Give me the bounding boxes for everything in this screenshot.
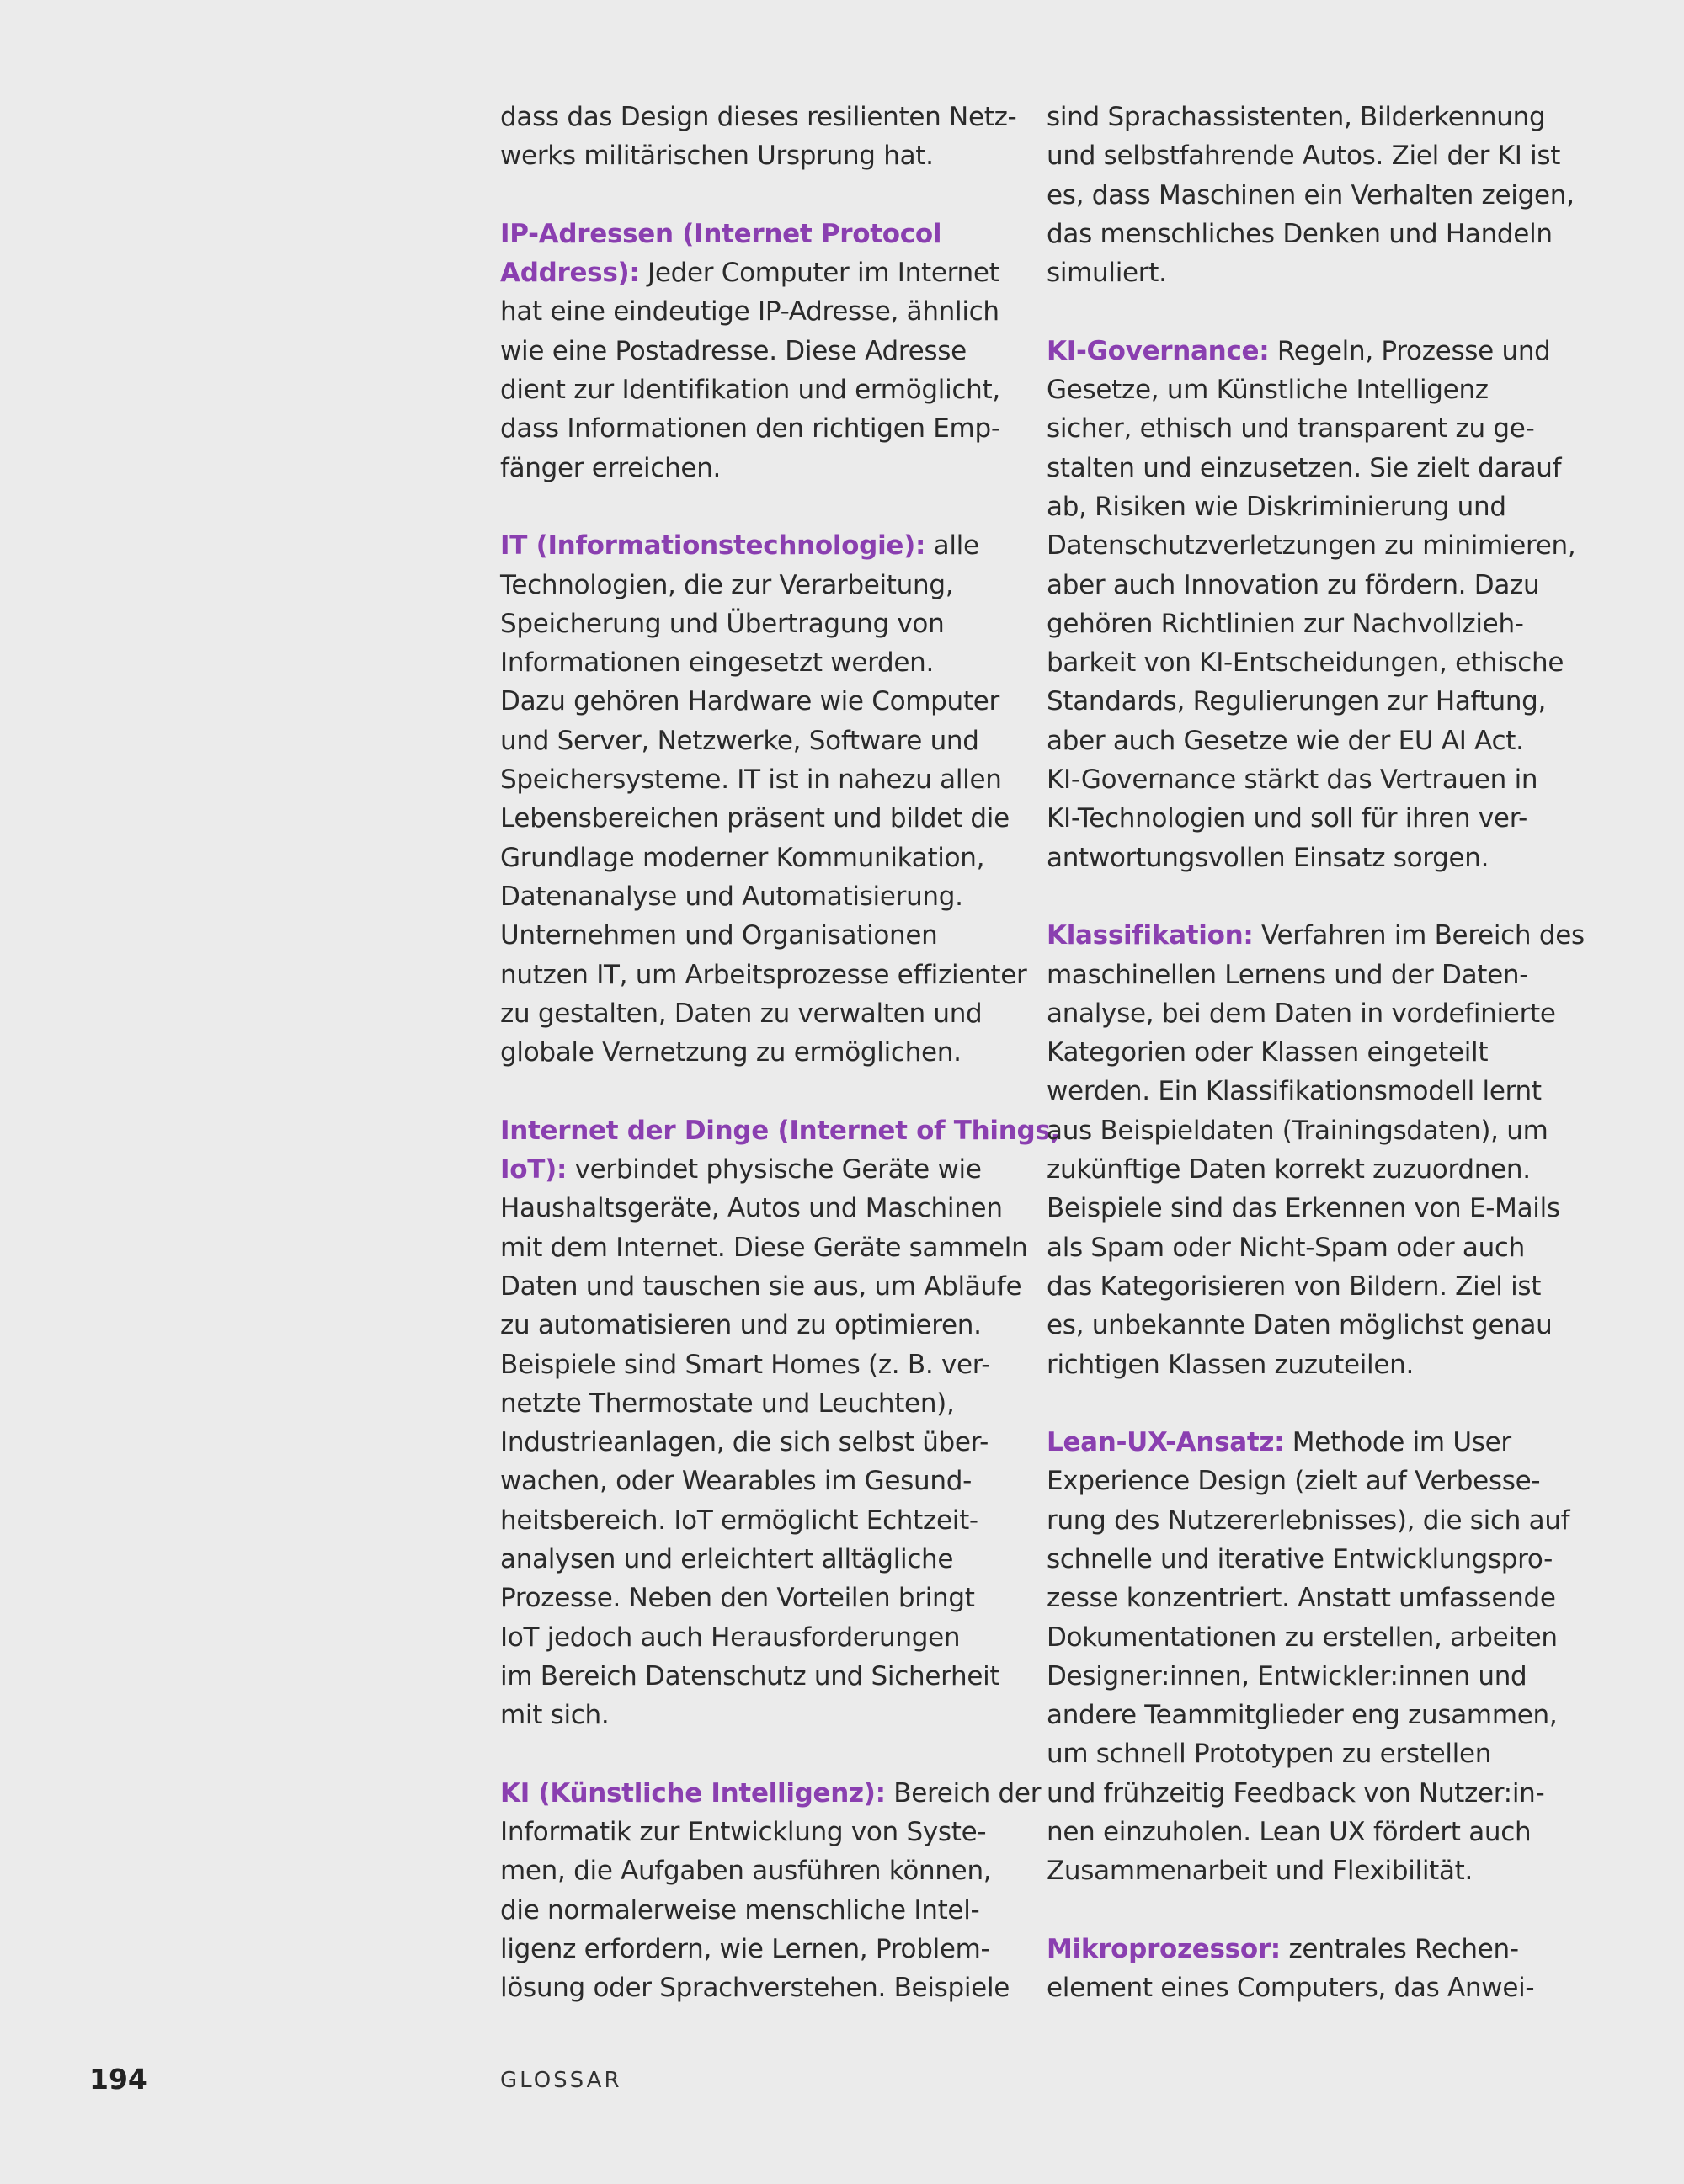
text-line: Technologien, die zur Verarbeitung, xyxy=(500,569,954,600)
definition-text: zentrales Rechen- xyxy=(1280,1933,1519,1964)
text-line: Beispiele sind das Erkennen von E-Mails xyxy=(1047,1193,1560,1224)
definition-text: verbindet physische Geräte wie xyxy=(567,1154,982,1185)
text-line: die normalerweise menschliche Intel- xyxy=(500,1894,980,1926)
text-line: ligenz erfordern, wie Lernen, Problem- xyxy=(500,1933,990,1964)
text-line: wachen, oder Wearables im Gesund- xyxy=(500,1466,972,1497)
text-line: es, dass Maschinen ein Verhalten zeigen, xyxy=(1047,179,1575,210)
text-line: Datenschutzverletzungen zu minimieren, xyxy=(1047,530,1576,562)
definition-text: Methode im User xyxy=(1284,1427,1511,1458)
text-line: aus Beispieldaten (Trainingsdaten), um xyxy=(1047,1115,1548,1146)
text-line: heitsbereich. IoT ermöglicht Echtzeit- xyxy=(500,1505,978,1536)
text-line: sind Sprachassistenten, Bilderkennung xyxy=(1047,102,1546,132)
glossary-entry-mikroprozessor xyxy=(1047,1930,1560,2008)
text-line: Zusammenarbeit und Flexibilität. xyxy=(1047,1856,1474,1887)
text-line: barkeit von KI-Entscheidungen, ethische xyxy=(1047,647,1564,679)
text-line: und selbstfahrende Autos. Ziel der KI ist xyxy=(1047,141,1561,172)
text-line: Speichersysteme. IT ist in nahezu allen xyxy=(500,764,1002,796)
glossary-term: KI-Governance: xyxy=(1047,335,1270,366)
text-line: KI-Technologien und soll für ihren ver- xyxy=(1047,803,1528,834)
text-line: Informatik zur Entwicklung von Syste- xyxy=(500,1817,987,1848)
glossary-entry-ki-governance xyxy=(1047,332,1576,877)
text-line: richtigen Klassen zuzuteilen. xyxy=(1047,1349,1415,1380)
text-line: werden. Ein Klassifikationsmodell lernt xyxy=(1047,1076,1542,1107)
text-line: aber auch Gesetze wie der EU AI Act. xyxy=(1047,725,1524,756)
text-line: fänger erreichen. xyxy=(500,452,722,483)
text-line: ab, Risiken wie Diskriminierung und xyxy=(1047,491,1506,522)
glossary-entry-klassifikation xyxy=(1047,916,1585,1384)
glossary-entry-it xyxy=(500,526,1027,1072)
definition-text: Regeln, Prozesse und xyxy=(1269,335,1551,366)
text-line: das menschliches Denken und Handeln xyxy=(1047,218,1553,249)
text-line: Designer:innen, Entwickler:innen und xyxy=(1047,1660,1527,1691)
running-footer-section: GLOSSAR xyxy=(500,2068,622,2093)
text-line: analyse, bei dem Daten in vordefinierte xyxy=(1047,998,1556,1029)
text-line: globale Vernetzung zu ermöglichen. xyxy=(500,1037,962,1068)
text-line: zu automatisieren und zu optimieren. xyxy=(500,1310,982,1341)
text-line: zesse konzentriert. Anstatt umfassende xyxy=(1047,1583,1556,1614)
text-line: werks militärischen Ursprung hat. xyxy=(500,141,934,172)
text-line: aber auch Innovation zu fördern. Dazu xyxy=(1047,569,1540,600)
glossary-entry-ip-adressen xyxy=(500,215,1014,487)
text-line: rung des Nutzererlebnisses), die sich auf xyxy=(1047,1505,1570,1536)
text-line: Datenanalyse und Automatisierung. xyxy=(500,881,963,912)
text-line: Informationen eingesetzt werden. xyxy=(500,647,935,679)
text-line: Grundlage moderner Kommunikation, xyxy=(500,842,985,873)
text-line: nen einzuholen. Lean UX fördert auch xyxy=(1047,1817,1532,1848)
left-column xyxy=(500,98,1060,2047)
text-line: Standards, Regulierungen zur Haftung, xyxy=(1047,686,1547,717)
text-line: Dazu gehören Hardware wie Computer xyxy=(500,686,999,717)
text-line: netzte Thermostate und Leuchten), xyxy=(500,1388,955,1419)
text-line: Lebensbereichen präsent und bildet die xyxy=(500,803,1010,834)
glossary-entry-continuation xyxy=(1047,98,1575,292)
text-line: im Bereich Datenschutz und Sicherheit xyxy=(500,1660,1000,1691)
glossary-entry-continuation xyxy=(500,98,1017,176)
text-line: Speicherung und Übertragung von xyxy=(500,608,945,639)
text-line: wie eine Postadresse. Diese Adresse xyxy=(500,335,967,366)
text-line: zukünftige Daten korrekt zuzuordnen. xyxy=(1047,1154,1531,1185)
text-line: sicher, ethisch und transparent zu ge- xyxy=(1047,413,1535,445)
text-line: maschinellen Lernens und der Daten- xyxy=(1047,959,1529,990)
text-line: men, die Aufgaben ausführen können, xyxy=(500,1856,992,1887)
glossary-entry-ki xyxy=(500,1774,1042,2008)
text-line: Haushaltsgeräte, Autos und Maschinen xyxy=(500,1193,1003,1224)
text-line: Industrieanlagen, die sich selbst über- xyxy=(500,1427,989,1458)
text-line: Gesetze, um Künstliche Intelligenz xyxy=(1047,375,1489,406)
glossary-entry-internet-der-dinge xyxy=(500,1111,1060,1735)
text-line: zu gestalten, Daten zu verwalten und xyxy=(500,998,983,1029)
text-line: und frühzeitig Feedback von Nutzer:in- xyxy=(1047,1777,1545,1808)
text-line: dass Informationen den richtigen Emp- xyxy=(500,413,1000,445)
page-number: 194 xyxy=(89,2063,147,2096)
text-line: hat eine eindeutige IP-Adresse, ähnlich xyxy=(500,296,999,328)
glossary-term: Mikroprozessor: xyxy=(1047,1933,1281,1964)
text-line: das Kategorisieren von Bildern. Ziel ist xyxy=(1047,1270,1542,1302)
text-line: KI-Governance stärkt das Vertrauen in xyxy=(1047,764,1538,796)
text-line: simuliert. xyxy=(1047,258,1167,289)
definition-text: Verfahren im Bereich des xyxy=(1253,920,1585,951)
right-column xyxy=(1047,98,1585,2047)
glossary-term: Klassifikation: xyxy=(1047,920,1254,951)
glossary-term: IT (Informationstechnologie): xyxy=(500,530,926,562)
text-line: und Server, Netzwerke, Software und xyxy=(500,725,979,756)
text-line: Kategorien oder Klassen eingeteilt xyxy=(1047,1037,1489,1068)
definition-text: Jeder Computer im Internet xyxy=(639,258,999,289)
text-line: stalten und einzusetzen. Sie zielt darauf xyxy=(1047,452,1562,483)
text-line: mit dem Internet. Diese Geräte sammeln xyxy=(500,1232,1028,1263)
text-line: Unternehmen und Organisationen xyxy=(500,920,938,951)
text-line: es, unbekannte Daten möglichst genau xyxy=(1047,1310,1553,1341)
text-line: Dokumentationen zu erstellen, arbeiten xyxy=(1047,1622,1558,1653)
glossary-entry-lean-ux xyxy=(1047,1423,1570,1891)
definition-text: alle xyxy=(925,530,979,562)
text-line: analysen und erleichtert alltägliche xyxy=(500,1543,954,1574)
text-line: andere Teammitglieder eng zusammen, xyxy=(1047,1700,1558,1731)
text-line: element eines Computers, das Anwei- xyxy=(1047,1973,1535,2004)
text-line: gehören Richtlinien zur Nachvollzieh- xyxy=(1047,608,1524,639)
glossary-term: KI (Künstliche Intelligenz): xyxy=(500,1777,886,1808)
text-line: Experience Design (zielt auf Verbesse- xyxy=(1047,1466,1541,1497)
text-line: mit sich. xyxy=(500,1700,610,1731)
glossary-term: Internet der Dinge (Internet of Things, xyxy=(500,1115,1060,1146)
text-line: Prozesse. Neben den Vorteilen bringt xyxy=(500,1583,975,1614)
text-line: Beispiele sind Smart Homes (z. B. ver- xyxy=(500,1349,991,1380)
glossary-term: IP-Adressen (Internet Protocol xyxy=(500,218,942,249)
text-line: lösung oder Sprachverstehen. Beispiele xyxy=(500,1973,1010,2004)
text-line: Daten und tauschen sie aus, um Abläufe xyxy=(500,1270,1022,1302)
glossary-term-continued: IoT): xyxy=(500,1154,568,1185)
glossary-term: Lean-UX-Ansatz: xyxy=(1047,1427,1285,1458)
text-line: antwortungsvollen Einsatz sorgen. xyxy=(1047,842,1489,873)
definition-text: Bereich der xyxy=(885,1777,1042,1808)
glossary-term-continued: Address): xyxy=(500,258,640,289)
text-line: um schnell Prototypen zu erstellen xyxy=(1047,1739,1492,1770)
text-line: dass das Design dieses resilienten Netz- xyxy=(500,102,1017,132)
text-line: dient zur Identifikation und ermöglicht, xyxy=(500,375,1000,406)
text-line: als Spam oder Nicht-Spam oder auch xyxy=(1047,1232,1526,1263)
text-line: nutzen IT, um Arbeitsprozesse effizienter xyxy=(500,959,1027,990)
text-line: IoT jedoch auch Herausforderungen xyxy=(500,1622,961,1653)
text-line: schnelle und iterative Entwicklungspro- xyxy=(1047,1543,1553,1574)
